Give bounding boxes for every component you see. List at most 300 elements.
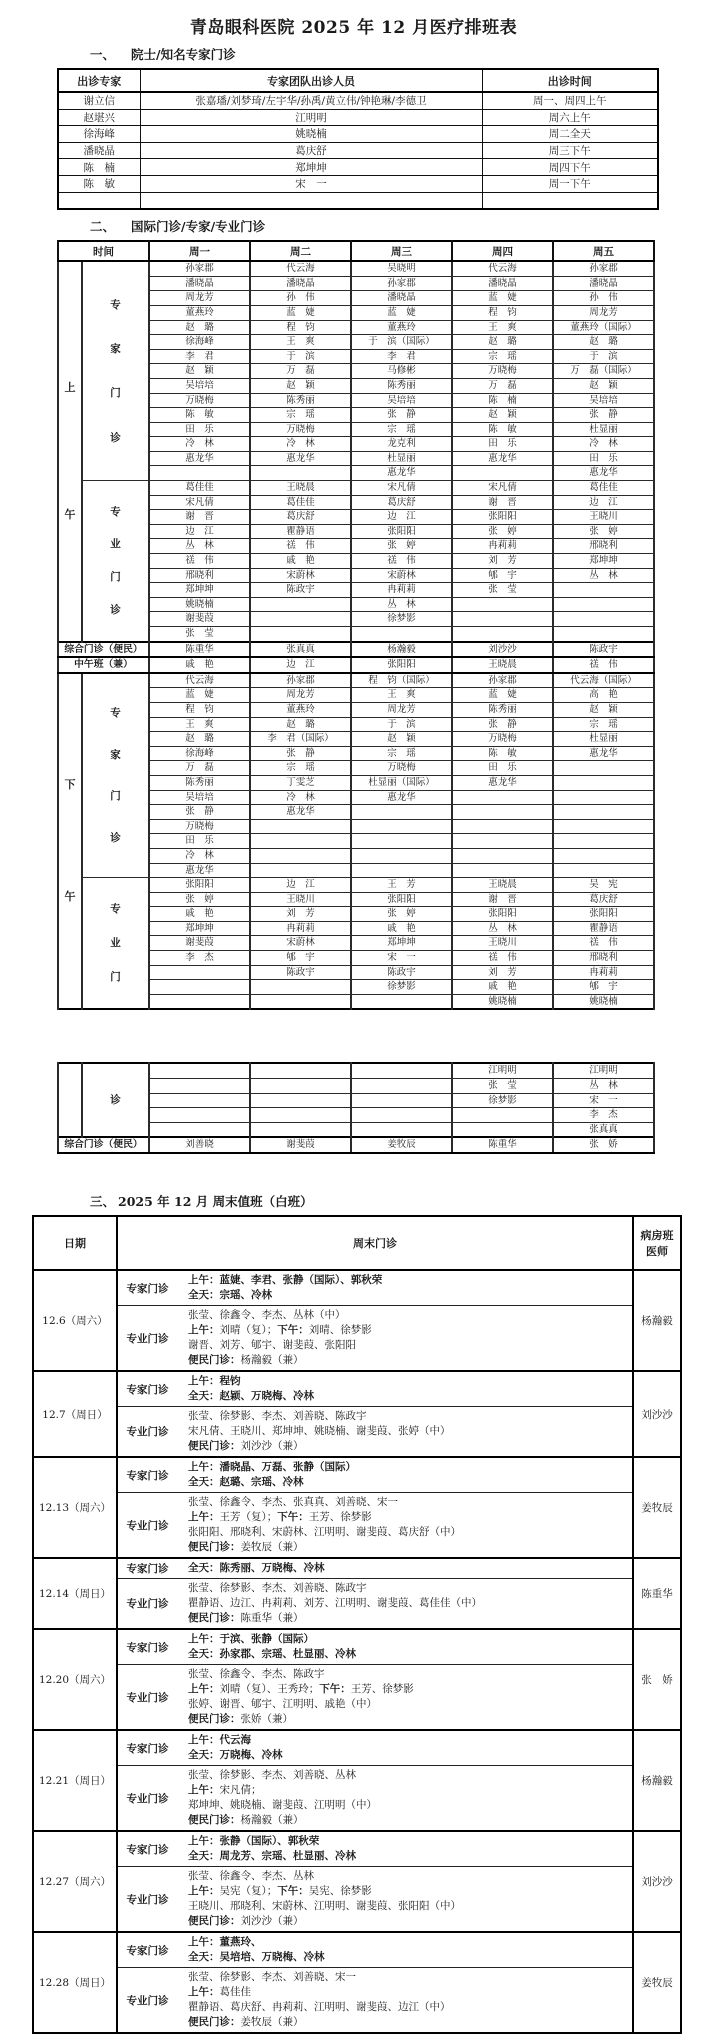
date-cell: 12.20（周六） [33, 1629, 117, 1730]
s1-expert-name-cell: 赵堪兴 [58, 109, 140, 126]
expert-clinic-content [176, 1270, 633, 1306]
expert-clinic-label: 专家门诊 [117, 1457, 176, 1493]
schedule-row [58, 673, 654, 688]
date-cell: 12.6（周六） [33, 1270, 117, 1371]
doctor-name-cell: 张阳阳 [452, 510, 553, 525]
doctor-name-cell: 葛庆舒 [553, 892, 654, 907]
professional-clinic-label: 专业门诊 [117, 1306, 176, 1372]
doctor-name-cell: 王 爽 [351, 688, 452, 703]
doctor-name-cell: 惠龙华 [351, 466, 452, 481]
doctor-name-cell: 高 艳 [553, 688, 654, 703]
s1-visit-time-cell: 周三下午 [482, 142, 658, 159]
page-title: 青岛眼科医院 2025 年 12 月医疗排班表 [189, 18, 518, 38]
label-char: 门 [110, 971, 121, 984]
weekend-row [33, 1932, 681, 1968]
s1-team-members-cell: 宋 一 [140, 175, 482, 192]
label-char: 家 [110, 748, 121, 761]
doctor-name-cell: 赵 颖 [250, 378, 351, 393]
weekend-row-professional [33, 1306, 681, 1372]
table-row [58, 92, 658, 109]
doctor-name-cell: 潘晓晶 [553, 276, 654, 291]
doctor-name-cell: 姚晓楠 [553, 994, 654, 1009]
doctor-name-cell: 程 钧（国际） [351, 673, 452, 688]
doctor-name-cell: 张阳阳 [452, 907, 553, 922]
doctor-name-cell: 董燕玲 [351, 320, 452, 335]
doctor-name-cell: 张 婷 [351, 539, 452, 554]
doctor-name-cell: 张 莹 [452, 583, 553, 598]
professional-line [188, 1970, 630, 1985]
doctor-name-cell [250, 1093, 351, 1108]
expert-clinic-label: 专家门诊 [117, 1730, 176, 1766]
section1-title: 院士/知名专家门诊 [131, 47, 236, 62]
doctor-name-cell: 瞿静语 [250, 524, 351, 539]
line-segment: 姜牧辰（兼） [240, 1541, 304, 1553]
doctor-name-cell: 姚晓楠 [149, 597, 250, 612]
doctor-name-cell: 徐海峰 [149, 335, 250, 350]
doctor-name-cell: 陈政宇 [250, 583, 351, 598]
expert-line: 上午：董燕玲、 [188, 1936, 262, 1948]
doctor-name-cell: 吴晓明 [351, 261, 452, 276]
line-segment: 瞿静语、葛庆舒、冉莉莉、江明明、谢斐葭、边江（中） [188, 2001, 451, 2013]
professional-line [188, 1697, 630, 1712]
section2-title: 国际门诊/专家/专业门诊 [131, 219, 266, 235]
doctor-name-cell: 于 滨（国际） [351, 335, 452, 350]
table-row [58, 126, 658, 143]
professional-line [188, 1768, 630, 1783]
line-segment: 王芳、徐梦影 [308, 1511, 372, 1523]
doctor-name-cell: 吴培培 [553, 393, 654, 408]
weekend-row [33, 1629, 681, 1665]
doctor-name-cell [149, 1063, 250, 1078]
line-segment: 杨瀚毅（兼） [240, 1354, 304, 1366]
doctor-name-cell [452, 627, 553, 642]
doctor-name-cell: 万晓梅 [452, 364, 553, 379]
professional-line [188, 1323, 630, 1338]
professional-clinic-label: 专业门诊 [117, 1407, 176, 1458]
doctor-name-cell: 徐梦影 [351, 980, 452, 995]
doctor-name-cell: 宋蔚林 [250, 936, 351, 951]
doctor-name-cell [250, 863, 351, 878]
doctor-name-cell: 杜显丽（国际） [351, 775, 452, 790]
table-row [58, 109, 658, 126]
doctor-name-cell: 惠龙华 [452, 775, 553, 790]
line-segment: 郑坤坤、姚晓楠、谢斐葭、江明明（中） [188, 1799, 377, 1811]
s1-team-members-cell: 葛庆舒 [140, 142, 482, 159]
label-char: 专 [110, 903, 121, 916]
label-char: 门 [110, 571, 121, 584]
doctor-name-cell: 丛 林 [553, 568, 654, 583]
doctor-name-cell: 潘晓晶 [250, 276, 351, 291]
professional-clinic-label-part1 [82, 878, 149, 1010]
doctor-name-cell: 董燕玲 [250, 702, 351, 717]
weekend-row [33, 1558, 681, 1579]
doctor-name-cell: 万晓梅 [351, 761, 452, 776]
t1-col-team: 专家团队出诊人员 [140, 69, 482, 92]
s1-visit-time-cell: 周六上午 [482, 109, 658, 126]
line-segment: 便民门诊： [188, 1814, 241, 1826]
weekend-row-professional [33, 1665, 681, 1731]
ward-doctor-cell: 姜牧辰 [633, 1457, 681, 1558]
line-segment: 张莹、徐梦影、李杰、刘善晓、丛林 [188, 1769, 356, 1781]
professional-line [188, 1510, 630, 1525]
doctor-name-cell: 陈 敏 [452, 422, 553, 437]
doctor-name-cell [351, 805, 452, 820]
time-morning-label-text [59, 266, 81, 636]
doctor-name-cell [250, 834, 351, 849]
line-segment: 陈重华（兼） [240, 1612, 304, 1624]
doctor-name-cell: 王 爽 [452, 320, 553, 335]
line-segment: 吴宪、徐梦影 [308, 1885, 372, 1897]
doctor-name-cell [250, 1122, 351, 1137]
line-segment: 张莹、徐梦影、李杰、刘善晓、陈政宇 [188, 1410, 367, 1422]
doctor-name-cell [351, 1093, 452, 1108]
noon-cell: 边 江 [250, 657, 351, 673]
s1-team-members-cell: 张嘉璠/刘梦琦/左宇华/孙禹/黄立伟/钟艳琳/李德卫 [140, 92, 482, 109]
label-char: 专 [110, 505, 121, 518]
doctor-name-cell: 周龙芳 [149, 291, 250, 306]
professional-clinic-content [176, 1867, 633, 1933]
doctor-name-cell: 赵 璐 [250, 717, 351, 732]
doctor-name-cell: 代云海 [149, 673, 250, 688]
t1-header-row [58, 69, 658, 92]
doctor-name-cell: 瞿静语 [553, 921, 654, 936]
doctor-name-cell: 郑坤坤 [553, 554, 654, 569]
t3-col-ward-line2: 医师 [646, 1245, 668, 1258]
professional-clinic-label: 专业门诊 [117, 1493, 176, 1559]
doctor-name-cell [553, 597, 654, 612]
page-break-gap [0, 1010, 707, 1036]
doctor-name-cell: 禚 伟 [149, 554, 250, 569]
doctor-name-cell: 龙克利 [351, 437, 452, 452]
doctor-name-cell: 张 静 [553, 408, 654, 423]
doctor-name-cell: 田 乐 [452, 437, 553, 452]
doctor-name-cell: 宗 瑶 [250, 761, 351, 776]
doctor-name-cell: 程 钧 [149, 702, 250, 717]
doctor-name-cell: 董燕玲 [149, 305, 250, 320]
doctor-name-cell: 陈秀丽 [351, 378, 452, 393]
schedule-row [58, 1063, 654, 1078]
doctor-name-cell: 万 磊 [452, 378, 553, 393]
doctor-name-cell: 张 莹 [452, 1079, 553, 1094]
doctor-name-cell: 葛佳佳 [250, 495, 351, 510]
doctor-name-cell [351, 1079, 452, 1094]
line-segment: 上午： [188, 1683, 220, 1695]
line-segment: 下午： [319, 1683, 351, 1695]
doctor-name-cell: 张阳阳 [351, 892, 452, 907]
expert-clinic-content [176, 1371, 633, 1407]
doctor-name-cell: 徐梦影 [351, 612, 452, 627]
doctor-name-cell: 边 江 [351, 510, 452, 525]
expert-clinic-label [82, 673, 149, 878]
comprehensive-cell: 张 娇 [553, 1137, 654, 1153]
doctor-name-cell: 吴培培 [149, 790, 250, 805]
professional-clinic-label [82, 481, 149, 642]
doctor-name-cell: 赵 颖 [149, 364, 250, 379]
doctor-name-cell: 董燕玲（国际） [553, 320, 654, 335]
doctor-name-cell: 蓝 婕 [452, 291, 553, 306]
doctor-name-cell: 孙家郡 [250, 673, 351, 688]
doctor-name-cell: 冉莉莉 [250, 921, 351, 936]
noon-cell: 王晓晨 [452, 657, 553, 673]
line-segment: 杨瀚毅（兼） [240, 1814, 304, 1826]
doctor-name-cell [452, 805, 553, 820]
doctor-name-cell: 王 爽 [149, 717, 250, 732]
weekend-row-professional [33, 1493, 681, 1559]
doctor-name-cell: 陈 敏 [149, 408, 250, 423]
doctor-name-cell: 宋蔚林 [351, 568, 452, 583]
professional-line [188, 1308, 630, 1323]
expert-clinic-content [176, 1629, 633, 1665]
doctor-name-cell: 丛 林 [452, 921, 553, 936]
weekend-row-professional [33, 1867, 681, 1933]
line-segment: 张莹、徐鑫令、李杰、丛林（中） [188, 1309, 346, 1321]
s1-expert-name-cell: 潘晓晶 [58, 142, 140, 159]
doctor-name-cell: 李 君（国际） [250, 732, 351, 747]
weekday-clinic-table [57, 240, 655, 1010]
line-segment: 吴宪（复）； [219, 1885, 278, 1897]
doctor-name-cell [452, 466, 553, 481]
doctor-name-cell: 杜显丽 [351, 451, 452, 466]
schedule-row [58, 642, 654, 658]
s1-team-members-cell: 郑坤坤 [140, 159, 482, 176]
line-segment: 便民门诊： [188, 1713, 241, 1725]
professional-line [188, 1581, 630, 1596]
table-row [58, 192, 658, 209]
professional-line [188, 1985, 630, 2000]
doctor-name-cell: 戚 艳 [250, 554, 351, 569]
doctor-name-cell [250, 1079, 351, 1094]
doctor-name-cell: 孙家郡 [149, 261, 250, 276]
line-segment: 上午： [188, 1784, 220, 1796]
professional-line [188, 1338, 630, 1353]
s1-visit-time-cell: 周二全天 [482, 126, 658, 143]
line-segment: 便民门诊： [188, 2016, 241, 2028]
doctor-name-cell [351, 1122, 452, 1137]
doctor-name-cell: 刘 芳 [250, 907, 351, 922]
doctor-name-cell: 冷 林 [149, 848, 250, 863]
s1-expert-name-cell: 谢立信 [58, 92, 140, 109]
comprehensive-cell: 刘沙沙 [452, 642, 553, 658]
professional-line [188, 1667, 630, 1682]
doctor-name-cell: 陈 楠 [452, 393, 553, 408]
section3-title: 2025 年 12 月 周末值班（白班） [118, 1194, 313, 1209]
line-segment: 下午： [277, 1324, 309, 1336]
doctor-name-cell: 陈 敏 [452, 746, 553, 761]
line-segment: 张阳阳、邢晓利、宋蔚林、江明明、谢斐葭、葛庆舒（中） [188, 1526, 461, 1538]
professional-line [188, 1712, 630, 1727]
doctor-name-cell: 陈秀丽 [250, 393, 351, 408]
doctor-name-cell [452, 834, 553, 849]
doctor-name-cell: 张阳阳 [351, 524, 452, 539]
doctor-name-cell [250, 597, 351, 612]
doctor-name-cell: 惠龙华 [250, 805, 351, 820]
professional-clinic-label-part2-text [83, 1067, 148, 1133]
doctor-name-cell: 边 江 [149, 524, 250, 539]
line-segment: 宋凡倩、王晓川、郑坤坤、姚晓楠、谢斐葭、张婷（中） [188, 1425, 451, 1437]
doctor-name-cell [250, 612, 351, 627]
doctor-name-cell: 杜显丽 [553, 732, 654, 747]
doctor-name-cell [553, 819, 654, 834]
doctor-name-cell: 惠龙华 [553, 746, 654, 761]
doctor-name-cell: 宗 瑶 [553, 717, 654, 732]
doctor-name-cell: 吴 宪 [553, 878, 654, 893]
doctor-name-cell: 蓝 婕 [149, 688, 250, 703]
doctor-name-cell: 张阳阳 [553, 907, 654, 922]
doctor-name-cell: 张 婷 [553, 524, 654, 539]
line-segment: 上午： [188, 1885, 220, 1897]
doctor-name-cell [351, 1063, 452, 1078]
professional-clinic-label: 专业门诊 [117, 1867, 176, 1933]
weekend-row-professional [33, 1407, 681, 1458]
doctor-name-cell [250, 994, 351, 1009]
line-segment: 便民门诊： [188, 1354, 241, 1366]
professional-clinic-label-text [83, 485, 148, 637]
label-char: 诊 [110, 431, 121, 444]
expert-clinic-label: 专家门诊 [117, 1831, 176, 1867]
t2-col-friday: 周五 [553, 241, 654, 261]
doctor-name-cell: 冷 林 [149, 437, 250, 452]
doctor-name-cell: 孙 伟 [553, 291, 654, 306]
doctor-name-cell [351, 1108, 452, 1123]
expert-clinic-label-text [83, 677, 148, 873]
section3-heading [90, 1192, 707, 1210]
doctor-name-cell: 代云海（国际） [553, 673, 654, 688]
professional-line [188, 1682, 630, 1697]
date-cell: 12.21（周日） [33, 1730, 117, 1831]
expert-line: 全天：周龙芳、宗瑶、杜显丽、冷林 [188, 1850, 356, 1862]
comprehensive-cell: 陈政宇 [553, 642, 654, 658]
line-segment: 王芳、徐梦影 [350, 1683, 414, 1695]
expert-line: 上午：于滨、张静（国际） [188, 1633, 314, 1645]
time-afternoon-label [58, 673, 82, 1010]
doctor-name-cell [351, 848, 452, 863]
professional-clinic-label: 专业门诊 [117, 1665, 176, 1731]
professional-line [188, 1884, 630, 1899]
doctor-name-cell: 冉莉莉 [351, 583, 452, 598]
doctor-name-cell: 郇 宇 [553, 980, 654, 995]
line-segment: 张婷、谢晋、郇宇、江明明、戚艳（中） [188, 1698, 377, 1710]
line-segment: 姜牧辰（兼） [240, 2016, 304, 2028]
doctor-name-cell: 李 君 [351, 349, 452, 364]
doctor-name-cell: 田 乐 [553, 451, 654, 466]
doctor-name-cell: 田 乐 [452, 761, 553, 776]
expert-line: 全天：万晓梅、冷林 [188, 1749, 283, 1761]
line-segment: 宋凡倩； [219, 1784, 262, 1796]
expert-clinic-content [176, 1457, 633, 1493]
professional-line [188, 1798, 630, 1813]
doctor-name-cell: 于 滨 [351, 717, 452, 732]
doctor-name-cell: 于 滨 [250, 349, 351, 364]
doctor-name-cell [250, 1063, 351, 1078]
weekend-row [33, 1457, 681, 1493]
professional-line [188, 1869, 630, 1884]
doctor-name-cell: 惠龙华 [452, 451, 553, 466]
professional-clinic-label-part2 [82, 1063, 149, 1137]
doctor-name-cell [149, 980, 250, 995]
ward-doctor-cell: 刘沙沙 [633, 1831, 681, 1932]
professional-line [188, 1540, 630, 1555]
doctor-name-cell: 赵 璐 [149, 732, 250, 747]
expert-line: 上午：张静（国际）、郭秋荣 [188, 1835, 320, 1847]
ward-doctor-cell: 张 娇 [633, 1629, 681, 1730]
doctor-name-cell [452, 790, 553, 805]
line-segment: 下午： [277, 1511, 309, 1523]
schedule-row [58, 657, 654, 673]
doctor-name-cell [553, 612, 654, 627]
section2-number: 二、 [90, 219, 116, 235]
doctor-name-cell: 张 婷 [149, 892, 250, 907]
doctor-name-cell: 赵 颖 [351, 732, 452, 747]
label-char: 专 [110, 707, 121, 720]
comprehensive-clinic-label: 综合门诊（便民） [58, 1137, 149, 1153]
doctor-name-cell: 禚 伟 [250, 539, 351, 554]
label-char: 诊 [110, 831, 121, 844]
doctor-name-cell: 蓝 婕 [250, 305, 351, 320]
s1-team-members-cell: 江明明 [140, 109, 482, 126]
comprehensive-cell: 杨瀚毅 [351, 642, 452, 658]
schedule-row [58, 1137, 654, 1153]
doctor-name-cell: 李 杰 [149, 951, 250, 966]
doctor-name-cell: 周龙芳 [351, 702, 452, 717]
doctor-name-cell: 王晓川 [452, 936, 553, 951]
professional-clinic-content [176, 1306, 633, 1372]
doctor-name-cell [250, 848, 351, 863]
time-afternoon-label-continued-text [59, 1067, 81, 1133]
line-segment: 上午： [188, 1986, 220, 1998]
doctor-name-cell: 陈秀丽 [452, 702, 553, 717]
doctor-name-cell: 周龙芳 [553, 305, 654, 320]
line-segment: 张莹、徐鑫令、李杰、陈政宇 [188, 1668, 325, 1680]
doctor-name-cell: 戚 艳 [149, 907, 250, 922]
professional-line [188, 1914, 630, 1929]
comprehensive-cell: 张真真 [250, 642, 351, 658]
doctor-name-cell: 谢斐葭 [149, 936, 250, 951]
s1-visit-time-cell: 周一下午 [482, 175, 658, 192]
doctor-name-cell: 徐海峰 [149, 746, 250, 761]
professional-line [188, 1525, 630, 1540]
doctor-name-cell: 王晓川 [553, 510, 654, 525]
doctor-name-cell [452, 597, 553, 612]
doctor-name-cell: 宗 瑶 [452, 349, 553, 364]
line-segment: 上午： [188, 1324, 220, 1336]
doctor-name-cell: 郇 宇 [452, 568, 553, 583]
label-char: 诊 [110, 604, 121, 617]
professional-clinic-content [176, 1968, 633, 2034]
doctor-name-cell: 蓝 婕 [452, 688, 553, 703]
line-segment: 张娇（兼） [240, 1713, 293, 1725]
doctor-name-cell: 孙家郡 [351, 276, 452, 291]
comprehensive-cell: 陈重华 [149, 642, 250, 658]
doctor-name-cell [351, 819, 452, 834]
comprehensive-cell: 谢斐葭 [250, 1137, 351, 1153]
doctor-name-cell: 冷 林 [250, 437, 351, 452]
date-cell: 12.27（周六） [33, 1831, 117, 1932]
label-char: 业 [110, 538, 121, 551]
s1-expert-name-cell [58, 192, 140, 209]
doctor-name-cell: 宋凡倩 [452, 481, 553, 496]
doctor-name-cell: 谢斐葭 [149, 612, 250, 627]
ward-doctor-cell: 刘沙沙 [633, 1371, 681, 1457]
doctor-name-cell: 张 静 [250, 746, 351, 761]
doctor-name-cell: 田 乐 [149, 422, 250, 437]
doctor-name-cell [351, 994, 452, 1009]
doctor-name-cell: 张真真 [553, 1122, 654, 1137]
doctor-name-cell [452, 612, 553, 627]
expert-line: 上午：代云海 [188, 1734, 251, 1746]
label-char: 诊 [110, 1094, 121, 1107]
doctor-name-cell [553, 583, 654, 598]
weekend-row [33, 1730, 681, 1766]
